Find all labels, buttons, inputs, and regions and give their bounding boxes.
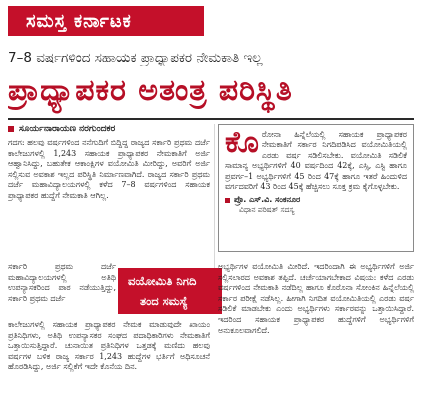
- article-paragraph: ಕಾಲೇಜುಗಳಲ್ಲಿ ಸಹಾಯಕ ಪ್ರಾಧ್ಯಾಪಕರ ನೇಮಕ ಮಾಡುವುದೇ ಖಾಯಂ ಪ್ರತಿನಿಧಿಗಳು, ಅತಿಥಿ ಉಪನ್ಯಾಸಕರ ಸಂಘದ ಪದಾಧಿಕಾರಿಗಳು ನೇಮಕಾತಿಗೆ ಒತ್ತಾಯಿಸುತ್ತಿದ್ದಾರೆ. ಚುನಾಯಿತ ಪ್ರತಿನಿಧಿಗಳ ಒತ್ತಡಕ್ಕೆ ಮಣಿದು ಹಲವು ವರ್ಷಗಳ ಬಳಿಕ ರಾಜ್ಯ ಸರ್ಕಾರ 1,243 ಹುದ್ದೆಗಳ ಭರ್ತಿಗೆ ಅಧಿಸೂಚನೆ ಹೊರಡಿಸಿದ್ದು, ಅರ್ಜಿ ಸಲ್ಲಿಕೆಗೆ ಇದೇ ಕೊನೆಯ ದಿನ.: [8, 320, 210, 372]
- signature-square-icon: [225, 198, 230, 203]
- byline: [8, 124, 208, 134]
- quote-box: [218, 124, 414, 252]
- column-divider: [214, 124, 215, 274]
- main-headline: ಪ್ರಾಧ್ಯಾಪಕರ ಅತಂತ್ರ ಪರಿಸ್ಥಿತಿ: [8, 73, 293, 108]
- article-column-right: [218, 262, 414, 402]
- article-paragraph: ಸರ್ಕಾರಿ ಪ್ರಥಮ ದರ್ಜೆ ಮಹಾವಿದ್ಯಾಲಯಗಳಲ್ಲಿ ಅತಿಥಿ ಉಪನ್ಯಾಸಕರಿಂದ ಪಾಠ ನಡೆಯುತ್ತಿದ್ದು, ಸರ್ಕಾರಿ ಪ್ರಥಮ ದರ್ಜೆ: [8, 262, 116, 303]
- article-column-left-top: [8, 138, 210, 262]
- signature-title: ವಿಧಾನ ಪರಿಷತ್ ಸದಸ್ಯ: [239, 205, 295, 215]
- signature-name: ಪ್ರೊ. ಎಸ್.ವಿ. ಸಂಕನೂರ: [234, 195, 301, 205]
- pull-quote-line-2: ತಂದ ಸಮಸ್ಯೆ: [140, 294, 188, 308]
- quote-dropcap: ಕೊ: [225, 125, 259, 160]
- pull-quote-line-1: ವಯೋಮಿತಿ ನಿಗದಿ: [128, 274, 197, 288]
- quote-text: ರೋನಾ ಹಿನ್ನೆಲೆಯಲ್ಲಿ ಸಹಾಯಕ ಪ್ರಾಧ್ಯಾಪಕರ ನೇಮಕಾತಿಗೆ ಸರ್ಕಾರ ನಿಗದಿಪಡಿಸಿದ ವಯೋಮಿತಿಯಲ್ಲಿ ಎರಡು ವರ್ಷ ಸಡಿಲಿಸಬೇಕು. ವಯೋಮಿತಿ ಸಡಿಲಿಕೆ ಸಾಮಾನ್ಯ ಅಭ್ಯರ್ಥಿಗಳಿಗೆ 40 ವರ್ಷದಿಂದ 42ಕ್ಕೆ, ಎಸ್ಸಿ, ಎಸ್ಟಿ ಹಾಗೂ ಪ್ರವರ್ಗ–1 ಅಭ್ಯರ್ಥಿಗಳಿಗೆ 45 ರಿಂದ 47ಕ್ಕೆ ಹಾಗೂ ಇತರೆ ಹಿಂದುಳಿದ ವರ್ಗದವರಿಗೆ 43 ರಿಂದ 45ಕ್ಕೆ ಹೆಚ್ಚಿಸಲು ಸೂಕ್ತ ಕ್ರಮ ಕೈಗೊಳ್ಳಬೇಕು.: [225, 130, 407, 192]
- byline-author: ಸೂರ್ಯನಾರಾಯಣ ನರಗುಂದಕರ: [19, 124, 116, 134]
- headline-rule: [8, 118, 414, 120]
- quote-signature: [225, 195, 407, 205]
- pull-quote: [118, 268, 222, 314]
- article-column-left-mid: [8, 262, 116, 316]
- article-column-left-bottom: [8, 320, 210, 402]
- section-banner: ಸಮಸ್ತ ಕರ್ನಾಟಕ: [8, 6, 204, 36]
- article-paragraph: ಗದಗ: ಹಲವು ವರ್ಷಗಳಿಂದ ನನೆಗುದಿಗೆ ಬಿದ್ದಿದ್ದ ರಾಜ್ಯದ ಸರ್ಕಾರಿ ಪ್ರಥಮ ದರ್ಜೆ ಕಾಲೇಜುಗಳಲ್ಲಿ 1,243 ಸಹಾಯಕ ಪ್ರಾಧ್ಯಾಪಕರ ನೇಮಕಾತಿಗೆ ಅರ್ಜಿ ಆಹ್ವಾನಿಸಿದ್ದು, ಬಹುತೇಕ ಆಕಾಂಕ್ಷಿಗಳ ವಯೋಮಿತಿ ಮೀರಿದ್ದು, ಅವರಿಗೆ ಅರ್ಜಿ ಸಲ್ಲಿಸುವ ಅವಕಾಶ ಇಲ್ಲದ ಪರಿಸ್ಥಿತಿ ನಿರ್ಮಾಣವಾಗಿದೆ. ರಾಜ್ಯದ ಸರ್ಕಾರಿ ಪ್ರಥಮ ದರ್ಜೆ ಮಹಾವಿದ್ಯಾಲಯಗಳಲ್ಲಿ ಕಳೆದ 7–8 ವರ್ಷಗಳಿಂದ ಸಹಾಯಕ ಪ್ರಾಧ್ಯಾಪಕರ ಹುದ್ದೆಗೆ ನೇಮಕಾತಿ ಆಗಿಲ್ಲ.: [8, 138, 210, 200]
- kicker-headline: 7–8 ವರ್ಷಗಳಿಂದ ಸಹಾಯಕ ಪ್ರಾಧ್ಯಾಪಕರ ನೇಮಕಾತಿ ಇಲ್ಲ: [8, 50, 263, 66]
- article-paragraph: ಅಭ್ಯರ್ಥಿಗಳ ವಯೋಮಿತಿ ಮೀರಿದೆ. ಇದರಿಂದಾಗಿ ಈ ಅಭ್ಯರ್ಥಿಗಳಿಗೆ ಅರ್ಜಿ ಸಲ್ಲಿಸಲಾರದ ಅವಕಾಶ ತಪ್ಪಿದೆ. ಚರ್ಚೆಯಾಗಬೇಕಾದ ವಿಷಯ: ಕಳೆದ ಎರಡು ವರ್ಷಗಳಿಂದ ನೇಮಕಾತಿ ನಡೆದಿಲ್ಲ ಹಾಗೂ ಕೊರೊನಾ ಸೋಂಕಿನ ಹಿನ್ನೆಲೆಯಲ್ಲಿ ಸರ್ಕಾರ ಪರೀಕ್ಷೆ ನಡೆಸಿಲ್ಲ. ಹೀಗಾಗಿ ನಿಗದಿತ ವಯೋಮಿತಿಯಲ್ಲಿ ಎರಡು ವರ್ಷ ಸಡಿಲಿಕೆ ಮಾಡಬೇಕು ಎಂದು ಅಭ್ಯರ್ಥಿಗಳು ಸರ್ಕಾರವನ್ನು ಒತ್ತಾಯಿಸಿದ್ದಾರೆ. ಇದರಿಂದ ಸಹಾಯಕ ಪ್ರಾಧ್ಯಾಪಕರ ಹುದ್ದೆಗಳಿಗೆ ಅಭ್ಯರ್ಥಿಗಳಿಗೆ ಅನುಕೂಲವಾಗಲಿದೆ.: [218, 262, 414, 335]
- byline-square-icon: [8, 126, 14, 132]
